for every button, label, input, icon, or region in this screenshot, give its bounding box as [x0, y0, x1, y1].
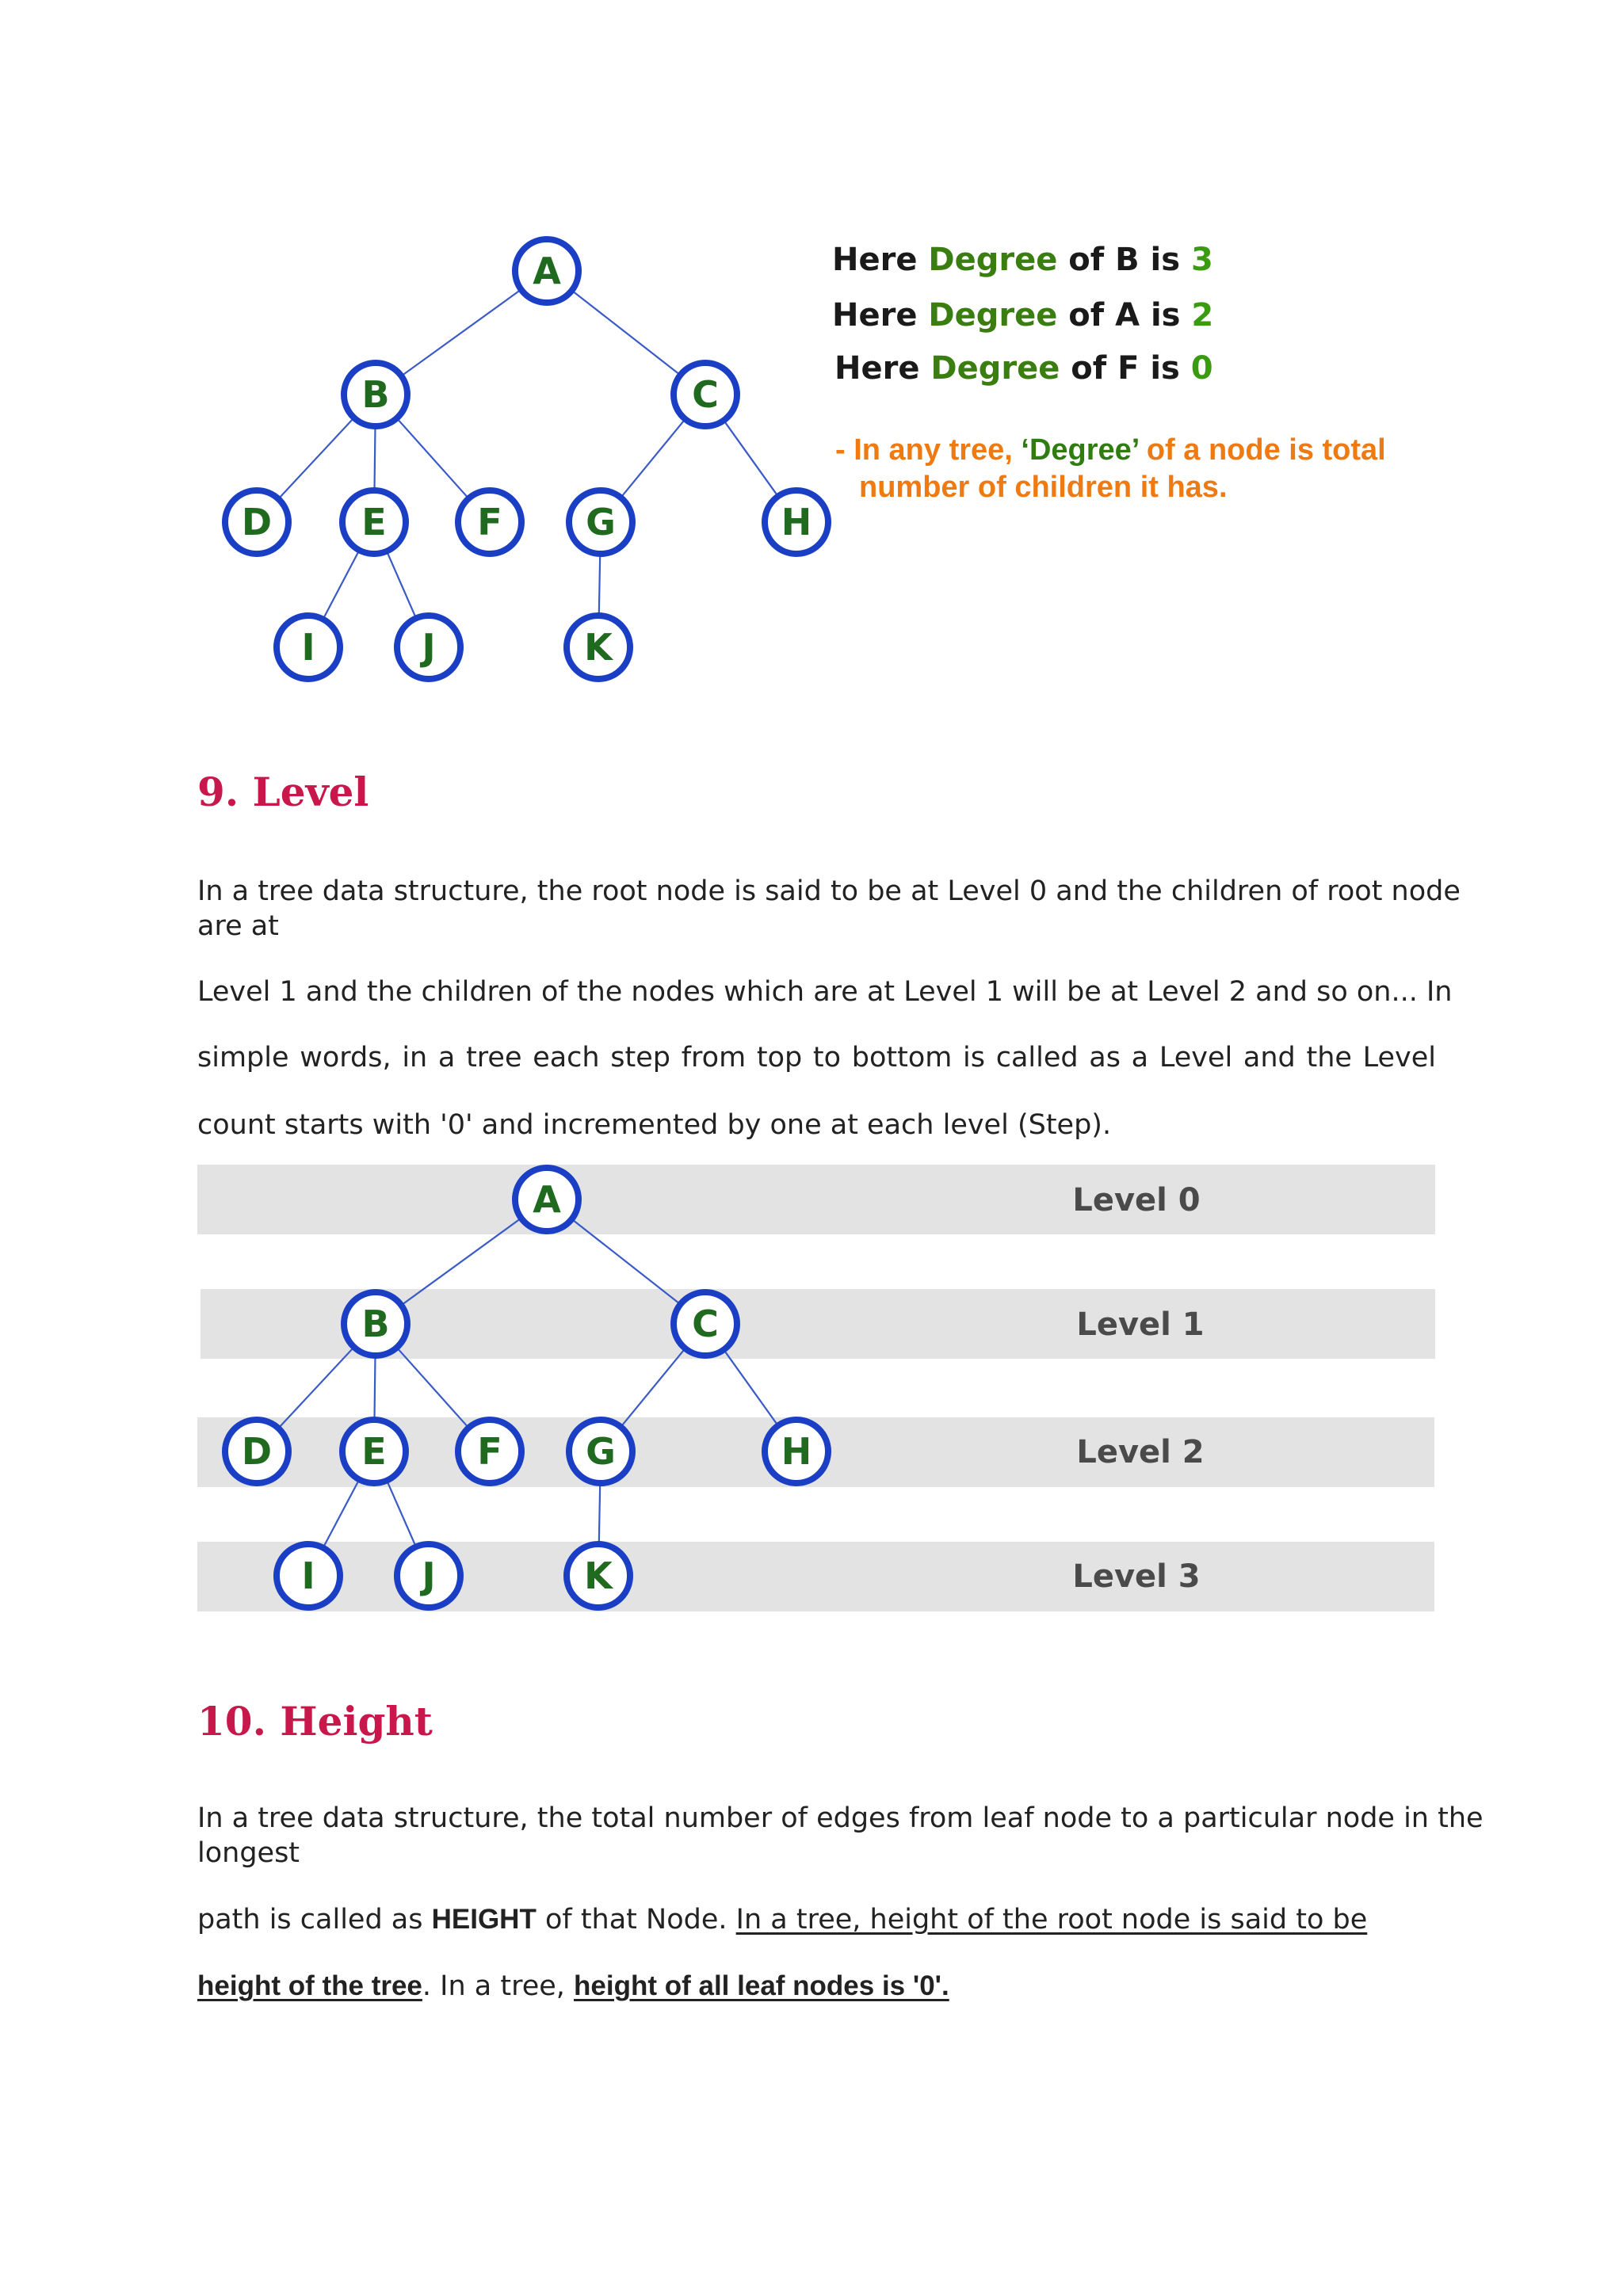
root-height-statement: In a tree, height of the root node is said to be: [735, 1904, 1368, 1936]
degree-line-a: Here Degree of A is 2: [832, 297, 1214, 334]
svg-text:D: D: [241, 501, 273, 543]
svg-text:B: B: [361, 373, 390, 416]
svg-text:A: A: [533, 1178, 561, 1221]
level-tree-node-B: [344, 1292, 407, 1356]
level-paragraph-line3: simple words, in a tree each step from top to bottom is called as a Level and the Level: [197, 1042, 1436, 1074]
level-tree-node-E: [342, 1420, 406, 1483]
svg-text:E: E: [361, 1430, 387, 1473]
level-tree-node-H: [765, 1420, 828, 1483]
svg-text:D: D: [241, 1430, 273, 1473]
level-band-3: [197, 1542, 1434, 1611]
svg-text:A: A: [533, 250, 561, 292]
level-label-1: Level 1: [1076, 1306, 1205, 1343]
svg-text:J: J: [422, 626, 436, 669]
height-paragraph-line1b: longest: [197, 1837, 300, 1869]
level-tree-edge-C-G: [621, 1348, 685, 1427]
level-tree-edge-B-D: [278, 1347, 353, 1428]
level-tree-edge-B-F: [397, 1348, 469, 1428]
level-label-3: Level 3: [1072, 1558, 1201, 1595]
level-label-0: Level 0: [1072, 1182, 1201, 1219]
svg-text:B: B: [361, 1302, 390, 1345]
svg-text:I: I: [301, 1554, 315, 1597]
level-tree-node-F: [458, 1420, 521, 1483]
level-tree-edge-E-J: [387, 1481, 416, 1547]
level-tree-edge-G-K: [599, 1483, 600, 1544]
level-paragraph-line1: In a tree data structure, the root node is said to be at Level 0 and the children of root node: [197, 875, 1461, 907]
svg-text:G: G: [586, 1430, 616, 1473]
level-tree-edge-C-H: [724, 1350, 778, 1426]
level-paragraph-line1b: are at: [197, 910, 279, 942]
height-term: HEIGHT: [431, 1904, 537, 1935]
svg-text:H: H: [781, 501, 812, 543]
svg-text:F: F: [477, 501, 502, 543]
level-label-2: Level 2: [1076, 1434, 1205, 1470]
level-tree-edge-E-I: [323, 1479, 360, 1547]
svg-text:H: H: [781, 1430, 812, 1473]
level-tree-node-I: [277, 1544, 340, 1608]
svg-text:K: K: [584, 1554, 613, 1597]
svg-text:F: F: [477, 1430, 502, 1473]
svg-text:J: J: [422, 1554, 436, 1597]
level-tree-node-G: [569, 1420, 632, 1483]
degree-definition-note: - In any tree, ‘Degree’ of a node is total number of children it has.: [835, 433, 1386, 504]
height-paragraph-line2: path is called as HEIGHT of that Node. In a tree, height of the root node is said to be: [197, 1904, 1368, 1936]
svg-text:K: K: [584, 626, 613, 669]
height-paragraph-line1: In a tree data structure, the total number of edges from leaf node to a particular node in the: [197, 1802, 1484, 1834]
level-paragraph-line4: count starts with '0' and incremented by one at each level (Step).: [197, 1109, 1112, 1141]
level-tree-node-C: [674, 1292, 737, 1356]
svg-text:I: I: [301, 626, 315, 669]
svg-text:C: C: [692, 373, 719, 416]
height-paragraph-line3: height of the tree. In a tree, height of all leaf nodes is '0'.: [197, 1970, 949, 2002]
svg-text:G: G: [586, 501, 616, 543]
level-band-0: [197, 1165, 1435, 1234]
svg-text:E: E: [361, 501, 387, 543]
leaf-height-statement: height of all leaf nodes is '0'.: [574, 1970, 949, 2001]
degree-line-b: Here Degree of B is 3: [832, 242, 1213, 278]
level-tree-edge-B-E: [374, 1356, 375, 1420]
level-paragraph-line2: Level 1 and the children of the nodes which are at Level 1 will be at Level 2 and so on... In: [197, 976, 1453, 1008]
level-heading: 9. Level: [197, 769, 369, 815]
level-tree-node-D: [225, 1420, 288, 1483]
degree-line-f: Here Degree of F is 0: [834, 350, 1213, 387]
level-tree-node-A: [515, 1168, 579, 1231]
level-tree-node-J: [397, 1544, 460, 1608]
svg-text:C: C: [692, 1302, 719, 1345]
level-tree-node-K: [567, 1544, 630, 1608]
height-heading: 10. Height: [197, 1698, 433, 1745]
